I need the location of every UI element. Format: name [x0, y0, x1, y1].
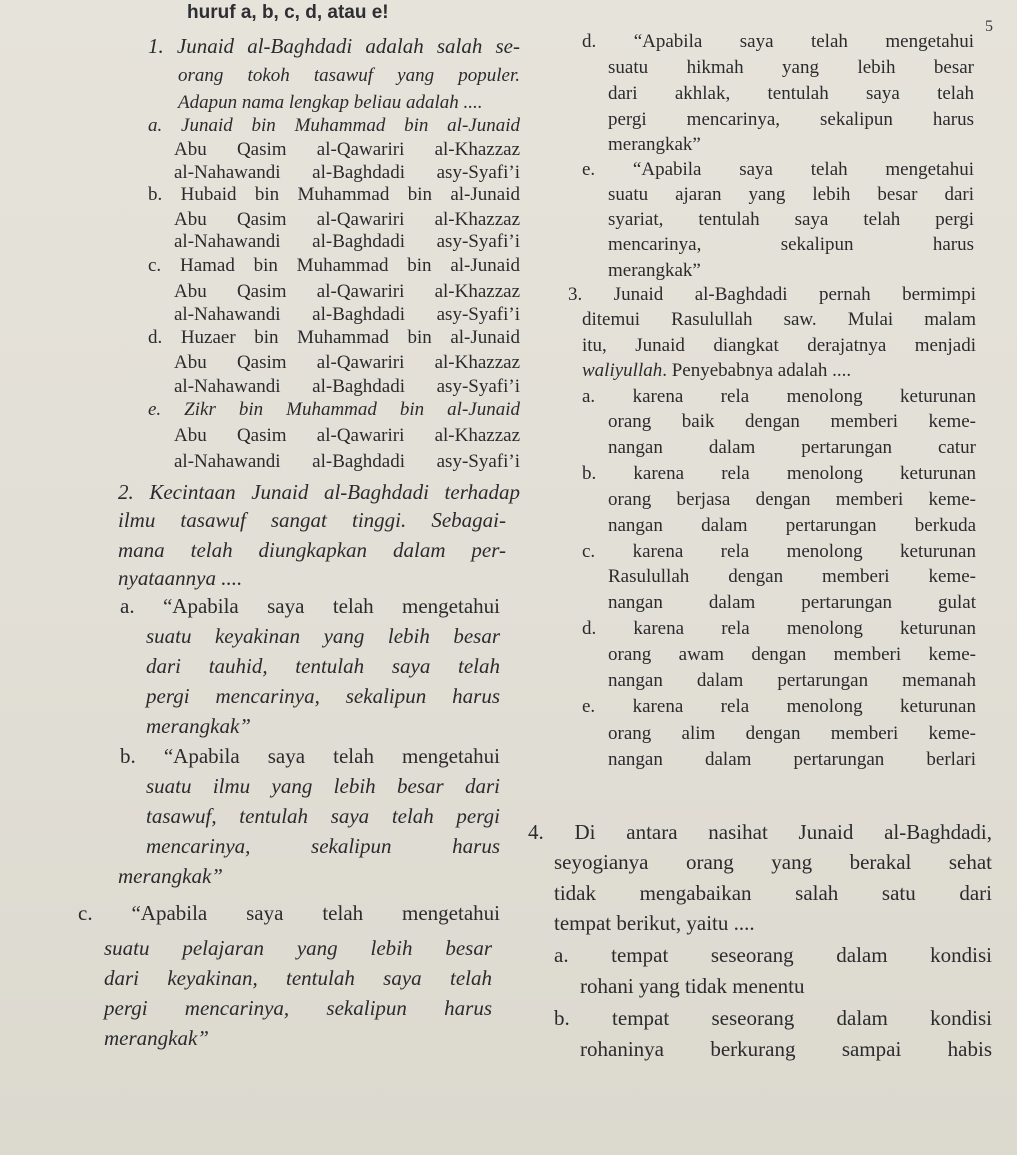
left-text-line: dari keyakinan, tentulah saya telah	[104, 966, 492, 990]
right-text-line: waliyullah. Penyebabnya adalah ....	[582, 360, 852, 381]
right-text-line: tempat berikut, yaitu ....	[554, 911, 755, 935]
left-text-line: pergi mencarinya, sekalipun harus	[146, 684, 500, 708]
left-text-line: a. “Apabila saya telah mengetahui	[120, 594, 500, 618]
left-text-line: b. Hubaid bin Muhammad bin al-Junaid	[148, 184, 520, 205]
right-text-line: b. tempat seseorang dalam kondisi	[554, 1006, 992, 1030]
right-text-line: 4. Di antara nasihat Junaid al-Baghdadi,	[528, 820, 992, 844]
right-text-line: b. karena rela menolong keturunan	[582, 463, 976, 484]
left-text-line: ilmu tasawuf sangat tinggi. Sebagai-	[118, 508, 506, 532]
right-text-line: nangan dalam pertarungan catur	[608, 437, 976, 458]
right-text-line: a. karena rela menolong keturunan	[582, 386, 976, 407]
left-text-line: al-Nahawandi al-Baghdadi asy-Syafi’i	[174, 376, 520, 397]
right-text-line: a. tempat seseorang dalam kondisi	[554, 943, 992, 967]
left-text-line: mana telah diungkapkan dalam per-	[118, 538, 506, 562]
left-text-line: Abu Qasim al-Qawariri al-Khazzaz	[174, 209, 520, 230]
left-text-line: suatu pelajaran yang lebih besar	[104, 936, 492, 960]
left-text-line: 1. Junaid al-Baghdadi adalah salah se-	[148, 34, 520, 58]
right-text-line: rohaninya berkurang sampai habis	[580, 1037, 992, 1061]
left-text-line: d. Huzaer bin Muhammad bin al-Junaid	[148, 327, 520, 348]
right-text-line: itu, Junaid diangkat derajatnya menjadi	[582, 335, 976, 356]
left-text-line: Abu Qasim al-Qawariri al-Khazzaz	[174, 139, 520, 160]
left-text-line: suatu ilmu yang lebih besar dari	[146, 774, 500, 798]
right-text-line: e. “Apabila saya telah mengetahui	[582, 159, 974, 180]
left-text-line: Adapun nama lengkap beliau adalah ....	[178, 92, 483, 113]
left-text-line: al-Nahawandi al-Baghdadi asy-Syafi’i	[174, 162, 520, 183]
right-text-line: 3. Junaid al-Baghdadi pernah bermimpi	[568, 284, 976, 305]
left-text-line: e. Zikr bin Muhammad bin al-Junaid	[148, 399, 520, 420]
left-text-line: Abu Qasim al-Qawariri al-Khazzaz	[174, 281, 520, 302]
left-text-line: tasawuf, tentulah saya telah pergi	[146, 804, 500, 828]
right-text-line: rohani yang tidak menentu	[580, 974, 805, 998]
right-text-line: e. karena rela menolong keturunan	[582, 696, 976, 717]
left-text-line: 2. Kecintaan Junaid al-Baghdadi terhadap	[118, 480, 520, 504]
right-text-line: mencarinya, sekalipun harus	[608, 234, 974, 255]
right-text-line: dari akhlak, tentulah saya telah	[608, 83, 974, 104]
left-text-line: Abu Qasim al-Qawariri al-Khazzaz	[174, 352, 520, 373]
right-text-line: orang alim dengan memberi keme-	[608, 723, 976, 744]
left-text-line: merangkak”	[118, 864, 223, 888]
right-text-line: suatu ajaran yang lebih besar dari	[608, 184, 974, 205]
right-text-line: nangan dalam pertarungan berlari	[608, 749, 976, 770]
left-text-line: Abu Qasim al-Qawariri al-Khazzaz	[174, 425, 520, 446]
left-text-line: nyataannya ....	[118, 566, 243, 590]
right-text-line: tidak mengabaikan salah satu dari	[554, 881, 992, 905]
left-text-line: al-Nahawandi al-Baghdadi asy-Syafi’i	[174, 451, 520, 472]
right-text-line: merangkak”	[608, 260, 701, 281]
right-text-line: Rasulullah dengan memberi keme-	[608, 566, 976, 587]
instruction-header: huruf a, b, c, d, atau e!	[187, 2, 389, 23]
right-text-line: d. “Apabila saya telah mengetahui	[582, 31, 974, 52]
right-text-line: pergi mencarinya, sekalipun harus	[608, 109, 974, 130]
right-text-line: orang baik dengan memberi keme-	[608, 411, 976, 432]
left-text-line: orang tokoh tasawuf yang populer.	[178, 65, 520, 86]
margin-mark: 5	[985, 18, 993, 35]
left-text-line: c. Hamad bin Muhammad bin al-Junaid	[148, 255, 520, 276]
left-text-line: c. “Apabila saya telah mengetahui	[78, 901, 500, 925]
right-text-line: orang berjasa dengan memberi keme-	[608, 489, 976, 510]
right-text-line: nangan dalam pertarungan berkuda	[608, 515, 976, 536]
left-text-line: mencarinya, sekalipun harus	[146, 834, 500, 858]
right-text-line: suatu hikmah yang lebih besar	[608, 57, 974, 78]
right-text-line: c. karena rela menolong keturunan	[582, 541, 976, 562]
right-text-line: nangan dalam pertarungan gulat	[608, 592, 976, 613]
right-text-line: nangan dalam pertarungan memanah	[608, 670, 976, 691]
left-text-line: merangkak”	[104, 1026, 209, 1050]
left-text-line: al-Nahawandi al-Baghdadi asy-Syafi’i	[174, 304, 520, 325]
left-text-line: dari tauhid, tentulah saya telah	[146, 654, 500, 678]
right-text-line: ditemui Rasulullah saw. Mulai malam	[582, 309, 976, 330]
left-text-line: pergi mencarinya, sekalipun harus	[104, 996, 492, 1020]
left-text-line: a. Junaid bin Muhammad bin al-Junaid	[148, 115, 520, 136]
left-text-line: suatu keyakinan yang lebih besar	[146, 624, 500, 648]
left-text-line: merangkak”	[146, 714, 251, 738]
left-text-line: al-Nahawandi al-Baghdadi asy-Syafi’i	[174, 231, 520, 252]
right-text-line: orang awam dengan memberi keme-	[608, 644, 976, 665]
right-text-line: seyogianya orang yang berakal sehat	[554, 850, 992, 874]
right-text-line: merangkak”	[608, 134, 701, 155]
right-text-line: syariat, tentulah saya telah pergi	[608, 209, 974, 230]
left-text-line: b. “Apabila saya telah mengetahui	[120, 744, 500, 768]
right-text-line: d. karena rela menolong keturunan	[582, 618, 976, 639]
italic-term: waliyullah	[582, 360, 663, 381]
